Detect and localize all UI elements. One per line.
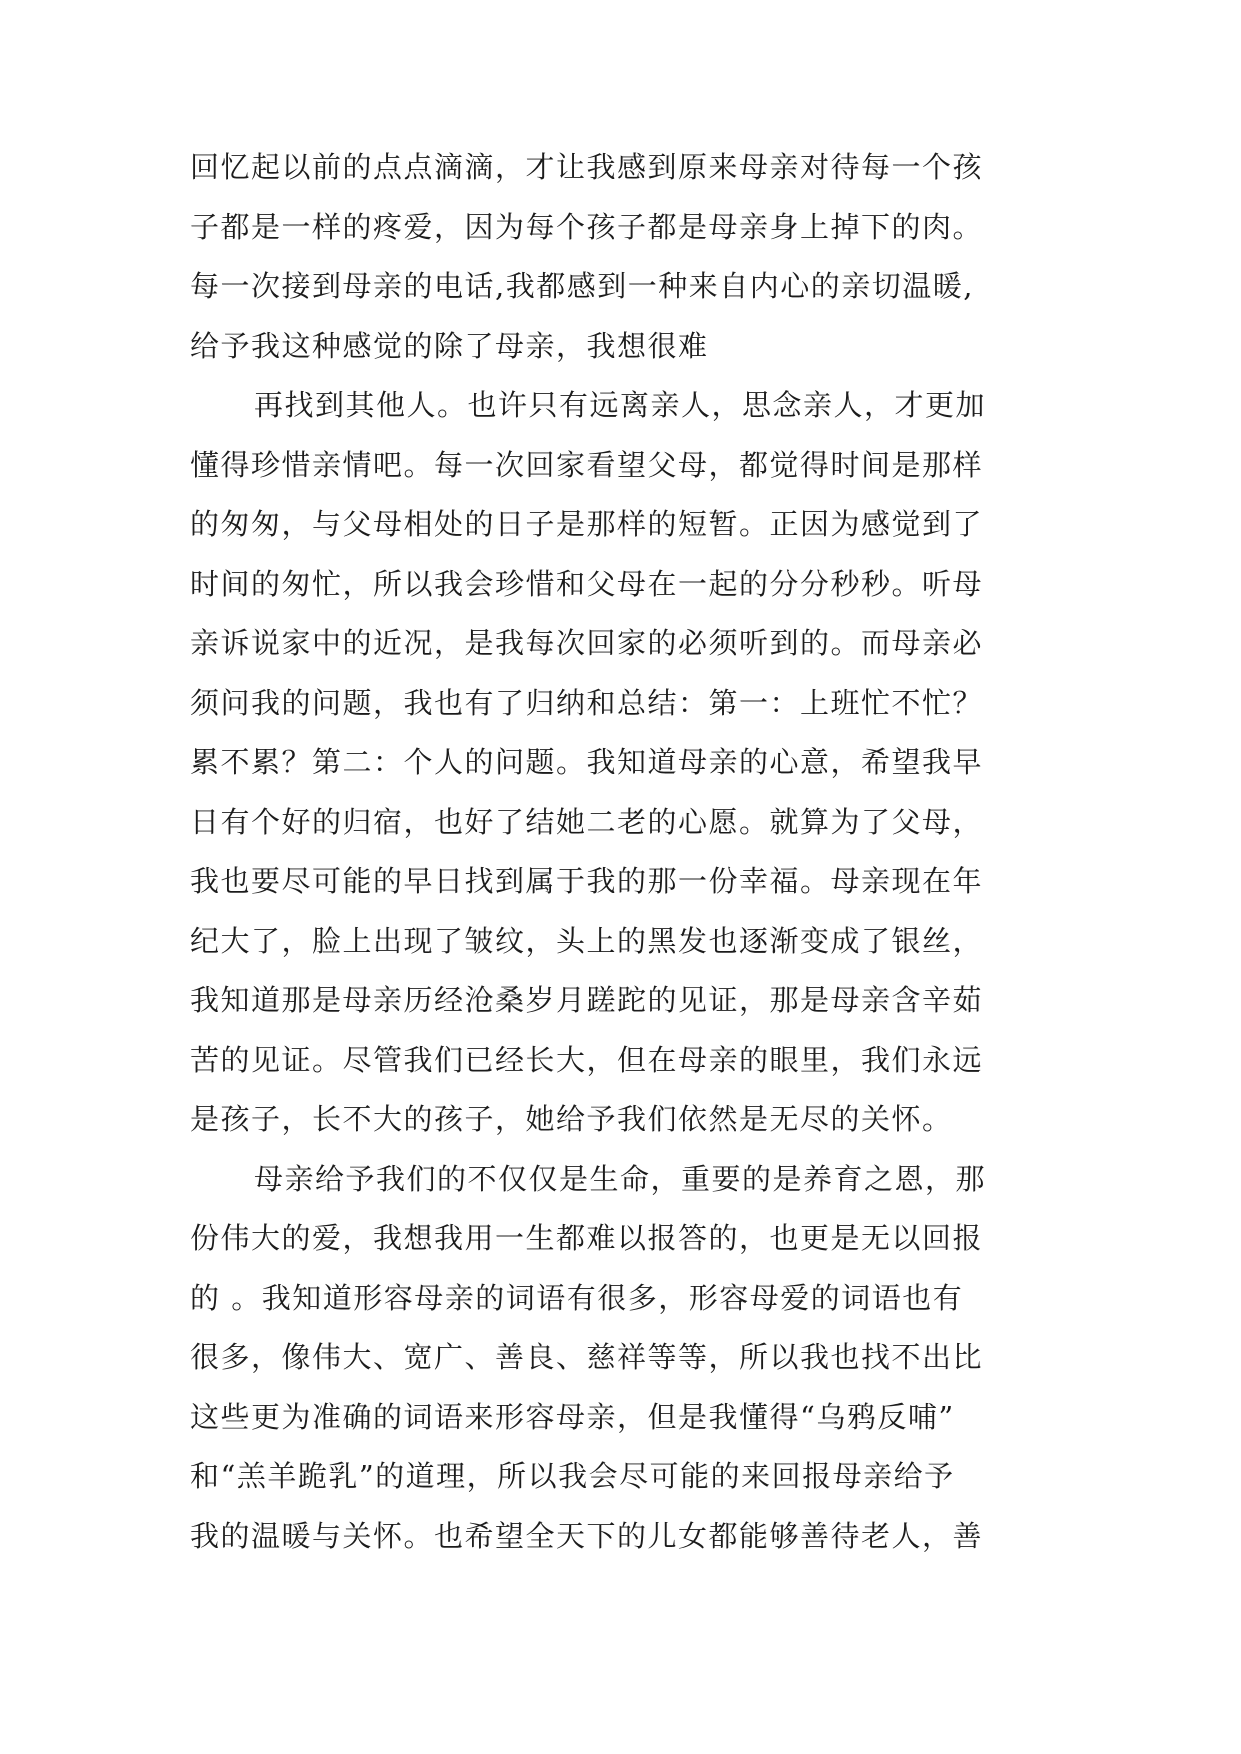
text-line: 份伟大的爱，我想我用一生都难以报答的，也更是无以回报 (190, 1221, 984, 1255)
text-line: 给予我这种感觉的除了母亲，我想很难 (190, 328, 709, 363)
text-line: 纪大了，脸上出现了皱纹，头上的黑发也逐渐变成了银丝， (190, 923, 984, 958)
text-line: 日有个好的归宿，也好了结她二老的心愿。就算为了父母， (190, 804, 984, 839)
text-line: 累不累？第二：个人的问题。我知道母亲的心意，希望我早 (190, 745, 984, 779)
text-line: 我也要尽可能的早日找到属于我的那一份幸福。母亲现在年 (190, 864, 984, 898)
text-line: 回忆起以前的点点滴滴，才让我感到原来母亲对待每一个孩 (190, 150, 984, 184)
text-line: 很多，像伟大、宽广、善良、慈祥等等，所以我也找不出比 (190, 1340, 984, 1374)
text-line: 是孩子，长不大的孩子，她给予我们依然是无尽的关怀。 (190, 1102, 953, 1136)
text-line: 亲诉说家中的近况，是我每次回家的必须听到的。而母亲必 (190, 626, 984, 660)
document-body (190, 138, 1070, 1566)
paragraph-first-line: 母亲给予我们的不仅仅是生命，重要的是养育之恩，那 (254, 1161, 987, 1196)
text-line: 苦的见证。尽管我们已经长大，但在母亲的眼里，我们永远 (190, 1042, 984, 1077)
text-line: 和“羔羊跪乳”的道理，所以我会尽可能的来回报母亲给予 (190, 1459, 955, 1493)
text-line: 我的温暖与关怀。也希望全天下的儿女都能够善待老人，善 (190, 1518, 984, 1553)
text-line: 懂得珍惜亲情吧。每一次回家看望父母，都觉得时间是那样 (190, 447, 984, 482)
paragraph-first-line: 再找到其他人。也许只有远离亲人，思念亲人，才更加 (254, 388, 987, 422)
text-line: 须问我的问题，我也有了归纳和总结：第一：上班忙不忙？ (190, 685, 984, 720)
text-line: 的 。我知道形容母亲的词语有很多，形容母爱的词语也有 (190, 1280, 964, 1315)
text-line: 这些更为准确的词语来形容母亲，但是我懂得“乌鸦反哺” (190, 1399, 955, 1434)
text-line: 时间的匆忙，所以我会珍惜和父母在一起的分分秒秒。听母 (190, 566, 984, 601)
text-line: 的匆匆，与父母相处的日子是那样的短暂。正因为感觉到了 (190, 507, 984, 541)
text-line: 子都是一样的疼爱，因为每个孩子都是母亲身上掉下的肉。 (190, 209, 984, 244)
text-line: 我知道那是母亲历经沧桑岁月蹉跎的见证，那是母亲含辛茹 (190, 983, 984, 1017)
text-line: 每一次接到母亲的电话,我都感到一种来自内心的亲切温暖, (190, 269, 974, 303)
